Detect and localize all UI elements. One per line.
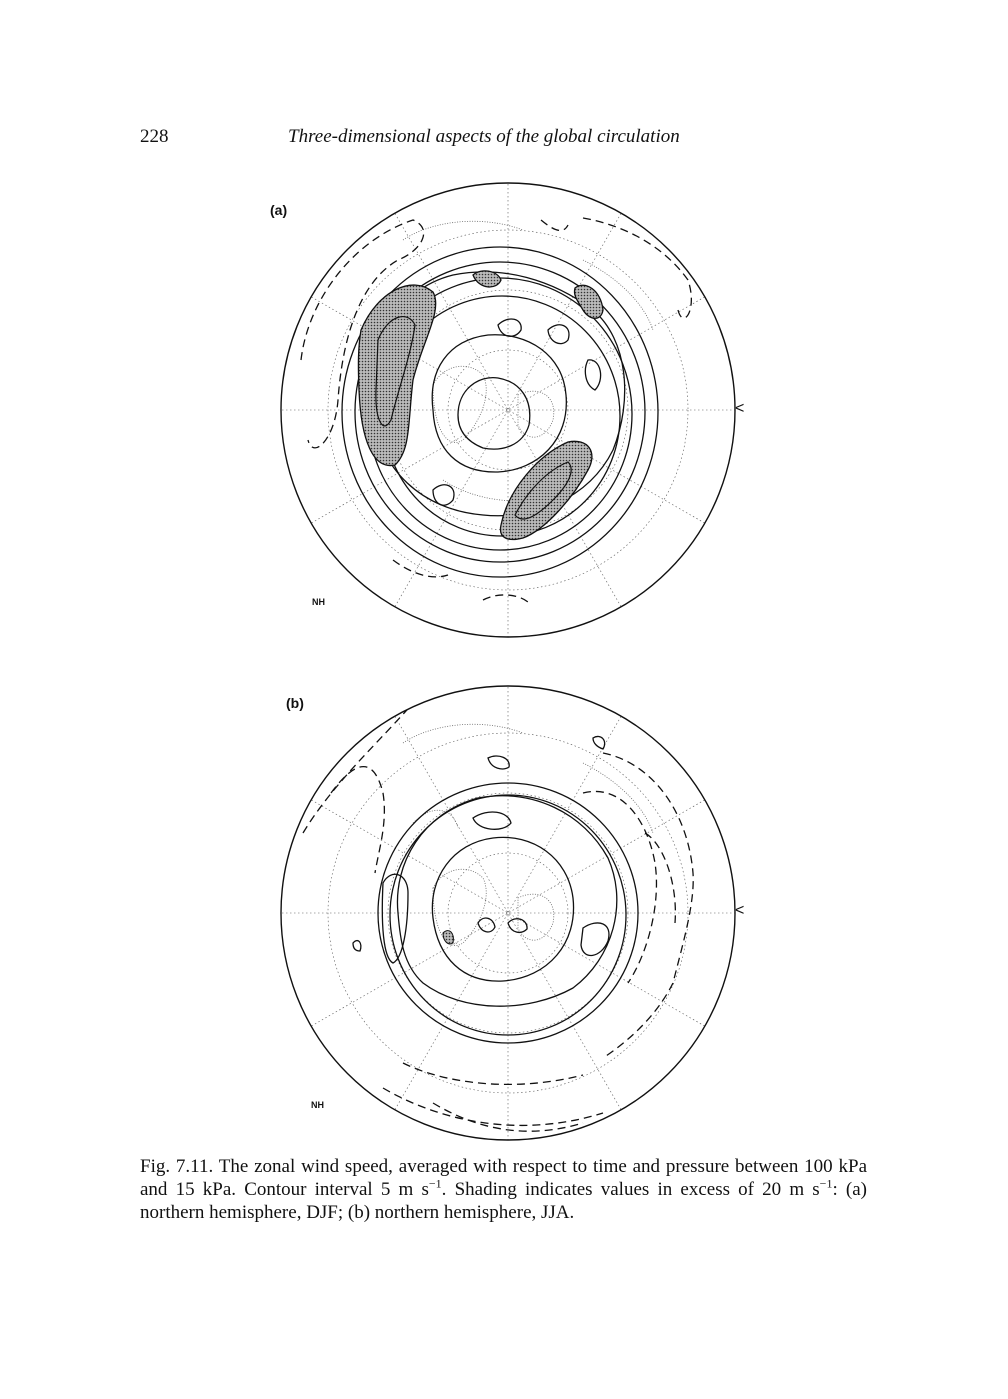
caption-prefix: Fig. 7.11. [140, 1156, 214, 1177]
panel-b-coastlines [403, 724, 653, 945]
panel-b-label: (b) [286, 695, 304, 711]
panel-b-shaded-regions [443, 931, 453, 944]
caption-part-3: : (a) northern hemisphere, DJF; (b) northern hemisphere, JJA. [140, 1179, 867, 1223]
running-title: Three-dimensional aspects of the global circulation [288, 126, 680, 147]
caption-exponent-1: −1 [428, 1176, 442, 1191]
caption-part-2: . Shading indicates values in excess of 20 m s [441, 1179, 820, 1200]
panel-b-positive-contours [353, 736, 638, 1043]
panel-a-shaded-atlantic-jet [358, 285, 435, 465]
panel-a-coastlines [403, 221, 653, 501]
panel-a-meridian-marker: < [735, 400, 745, 417]
panel-b-shaded-small-1 [443, 931, 453, 944]
panel-b-polar-map [283, 683, 733, 1143]
panel-a-hemisphere-tag: NH [312, 597, 325, 607]
caption-part-1: The zonal wind speed, averaged with respect to time and pressure between 100 kPa and 15 kPa. Contour interval 5 m s [140, 1156, 868, 1200]
panel-a-polar-map [283, 180, 733, 640]
panel-b-hemisphere-tag: NH [311, 1100, 324, 1110]
figure-caption [140, 1155, 867, 1224]
panel-b-meridian-marker: < [735, 902, 745, 919]
panel-b-negative-contours [303, 703, 693, 1131]
panel-a-shaded-small-1 [473, 271, 501, 287]
caption-exponent-2: −1 [819, 1176, 833, 1191]
page-number: 228 [140, 126, 169, 147]
panel-a-label: (a) [270, 202, 288, 218]
